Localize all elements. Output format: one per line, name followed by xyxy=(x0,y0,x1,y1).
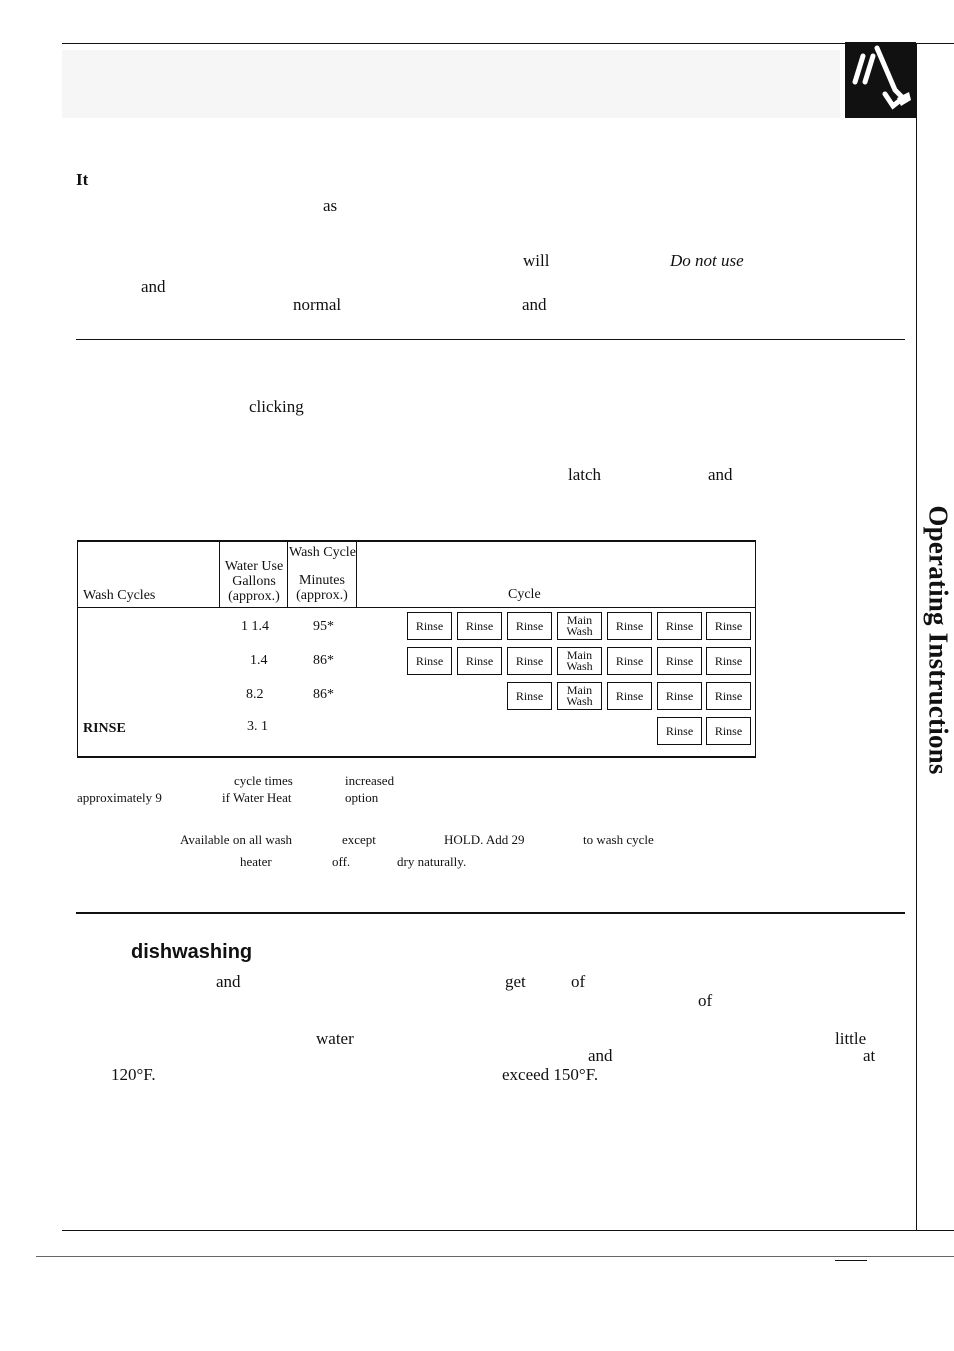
footnote-fragment: except xyxy=(342,832,376,847)
side-title: Operating Instructions xyxy=(923,505,954,775)
row-gallons: 3. 1 xyxy=(247,719,268,734)
cycle-step: Rinse xyxy=(706,682,751,710)
cycle-step: Main Wash xyxy=(557,682,602,710)
cycle-step: Rinse xyxy=(457,647,502,675)
footer-rule-accent xyxy=(835,1260,867,1261)
header-water-use: Water Use Gallons (approx.) xyxy=(224,559,284,604)
top-rule xyxy=(62,43,954,44)
table-bottom-rule xyxy=(77,756,756,758)
para3-word: of xyxy=(571,972,586,991)
header-band xyxy=(62,50,840,118)
para3-word: little xyxy=(835,1029,867,1048)
para3-word: exceed 150°F. xyxy=(502,1065,599,1084)
para3-word: of xyxy=(698,991,713,1010)
footnote-fragment: approximately 9 xyxy=(77,790,162,805)
table-header-rule xyxy=(77,607,756,608)
row-gallons: 8.2 xyxy=(246,687,264,702)
footnote-fragment: Available on all wash xyxy=(180,832,293,847)
cycle-step: Rinse xyxy=(657,717,702,745)
cycle-step: Rinse xyxy=(607,682,652,710)
para1-word: will xyxy=(523,251,550,270)
row-minutes: 86* xyxy=(313,687,334,702)
para2-word: and xyxy=(708,465,733,484)
cycle-step: Rinse xyxy=(706,647,751,675)
header-wash-time: Wash Cycle Minutes (approx.) xyxy=(289,545,356,603)
table-left-border xyxy=(77,540,78,758)
para1-word: normal xyxy=(293,295,342,314)
cycle-step: Rinse xyxy=(507,612,552,640)
cycle-step: Rinse xyxy=(706,612,751,640)
cycle-step: Rinse xyxy=(507,647,552,675)
cycle-step: Rinse xyxy=(657,647,702,675)
footnote-fragment: to wash cycle xyxy=(583,832,654,847)
cycle-step: Main Wash xyxy=(557,647,602,675)
row-minutes: 86* xyxy=(313,653,334,668)
footnote-fragment: increased xyxy=(345,773,395,788)
col-divider xyxy=(356,540,357,607)
section-rule xyxy=(76,339,905,340)
para1-word: Do not use xyxy=(670,251,744,270)
table-top-rule xyxy=(77,540,756,542)
footnote-fragment: dry naturally. xyxy=(397,854,467,869)
header-wash-cycles: Wash Cycles xyxy=(83,588,156,603)
cycle-step: Rinse xyxy=(407,612,452,640)
para2-word: clicking xyxy=(249,397,304,416)
row-cycle-name: RINSE xyxy=(83,721,126,736)
para1-word: It xyxy=(76,170,89,189)
cycle-step: Rinse xyxy=(457,612,502,640)
footnote-fragment: HOLD. Add 29 xyxy=(444,832,525,847)
col-divider xyxy=(219,540,220,607)
hand-pressing-button-icon xyxy=(845,42,916,118)
table-right-border xyxy=(755,540,756,758)
cycle-step: Rinse xyxy=(507,682,552,710)
para1-word: and xyxy=(522,295,547,314)
cycle-step: Rinse xyxy=(657,682,702,710)
cycle-step: Main Wash xyxy=(557,612,602,640)
cycle-step: Rinse xyxy=(607,612,652,640)
cycle-step: Rinse xyxy=(706,717,751,745)
footnote-fragment: cycle times xyxy=(234,773,293,788)
cycle-step: Rinse xyxy=(607,647,652,675)
para3-word: 120°F. xyxy=(111,1065,156,1084)
section-rule xyxy=(76,912,905,914)
para1-word: and xyxy=(141,277,166,296)
para3-word: get xyxy=(505,972,526,991)
footnote-fragment: off. xyxy=(332,854,351,869)
footer-rule xyxy=(36,1256,954,1257)
para1-word: as xyxy=(323,196,338,215)
para3-word: at xyxy=(863,1046,876,1065)
wash-cycle-table xyxy=(77,540,756,758)
para2-word: latch xyxy=(568,465,602,484)
footnote-fragment: if Water Heat xyxy=(222,790,292,805)
footnote-fragment: heater xyxy=(240,854,272,869)
cycle-step: Rinse xyxy=(657,612,702,640)
bottom-rule xyxy=(62,1230,954,1231)
para3-word: water xyxy=(316,1029,354,1048)
section-heading: dishwashing xyxy=(131,941,253,963)
para3-word: and xyxy=(216,972,241,991)
row-gallons: 1.4 xyxy=(250,653,268,668)
cycle-step: Rinse xyxy=(407,647,452,675)
footnote-fragment: option xyxy=(345,790,379,805)
para3-word: and xyxy=(588,1046,613,1065)
header-cycle: Cycle xyxy=(508,587,541,602)
row-minutes: 95* xyxy=(313,619,334,634)
col-divider xyxy=(287,540,288,607)
row-gallons: 1 1.4 xyxy=(241,619,269,634)
right-margin-rule xyxy=(916,43,917,1231)
